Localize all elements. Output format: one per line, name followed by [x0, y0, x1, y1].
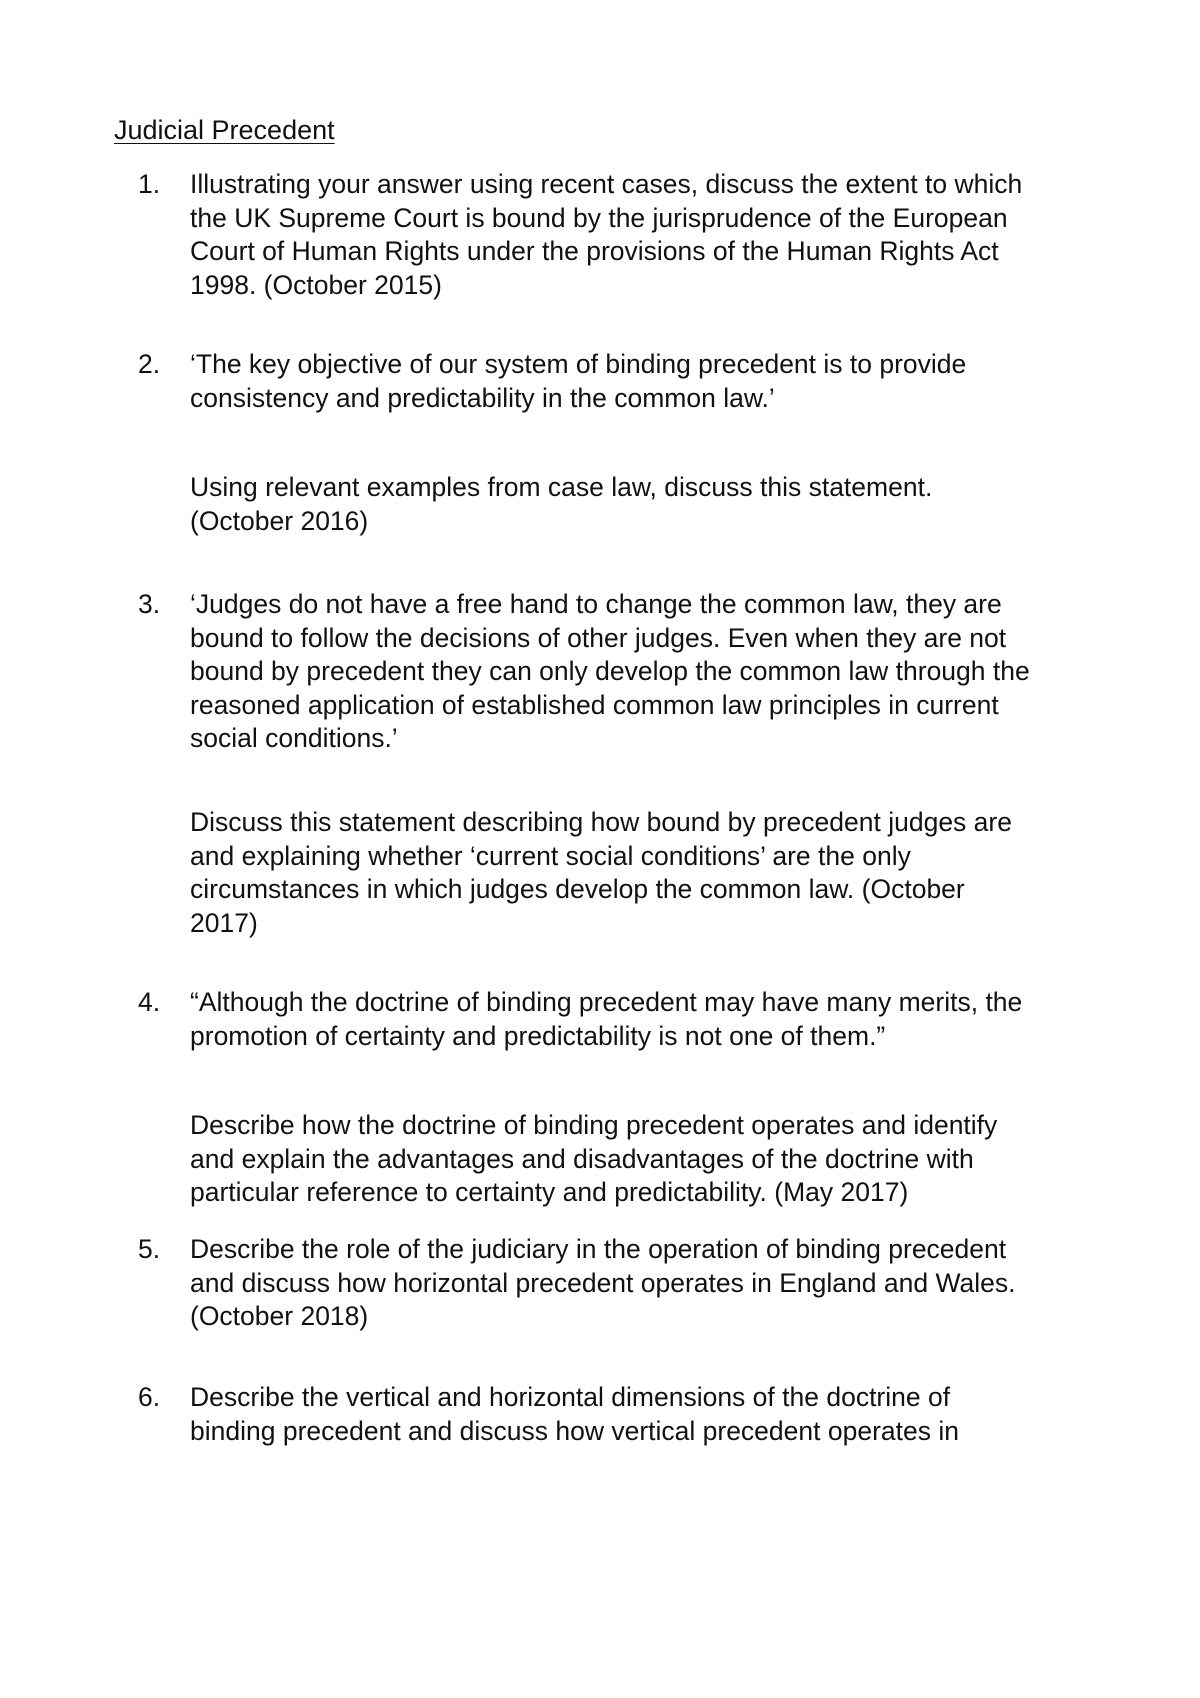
- page-title: Judicial Precedent: [114, 115, 335, 145]
- question-item: [114, 1381, 1114, 1448]
- question-text: Describe the role of the judiciary in the operation of binding precedent and discuss how horizontal precedent operates in England and Wales. (October 2018): [190, 1234, 1016, 1331]
- question-text: ‘Judges do not have a free hand to change the common law, they are bound to follow the decisions of other judges. Even when they are not bound by precedent they can only develop the common law through the reasoned application of established common law principles in current social conditions.’: [190, 589, 1030, 753]
- question-text: Describe the vertical and horizontal dimensions of the doctrine of binding precedent and discuss how vertical precedent operates in: [190, 1382, 959, 1446]
- question-follow-up: Describe how the doctrine of binding precedent operates and identify and explain the advantages and disadvantages of the doctrine with particular reference to certainty and predictability. (May 2017): [190, 1110, 998, 1207]
- question-item: [114, 588, 1114, 756]
- question-number: 3.: [138, 589, 161, 619]
- question-number: 4.: [138, 987, 161, 1017]
- question-item: [114, 986, 1114, 1053]
- question-number: 5.: [138, 1234, 161, 1264]
- question-text: “Although the doctrine of binding precedent may have many merits, the promotion of certainty and predictability is not one of them.”: [190, 987, 1023, 1051]
- question-item: [114, 168, 1114, 302]
- question-text: Illustrating your answer using recent cases, discuss the extent to which the UK Supreme Court is bound by the jurisprudence of the European Court of Human Rights under the provisions of the Human Rights Act 1998. (October 2015): [190, 169, 1023, 300]
- question-text: ‘The key objective of our system of binding precedent is to provide consistency and predictability in the common law.’: [190, 349, 967, 413]
- question-item: [114, 1233, 1114, 1334]
- question-item: [114, 348, 1114, 415]
- question-number: 1.: [138, 169, 161, 199]
- question-follow-up: Using relevant examples from case law, discuss this statement. (October 2016): [190, 472, 933, 536]
- question-follow-up: Discuss this statement describing how bound by precedent judges are and explaining whether ‘current social conditions’ are the only circumstances in which judges develop the common law. (October 2017): [190, 807, 1012, 938]
- question-number: 6.: [138, 1382, 161, 1412]
- question-number: 2.: [138, 349, 161, 379]
